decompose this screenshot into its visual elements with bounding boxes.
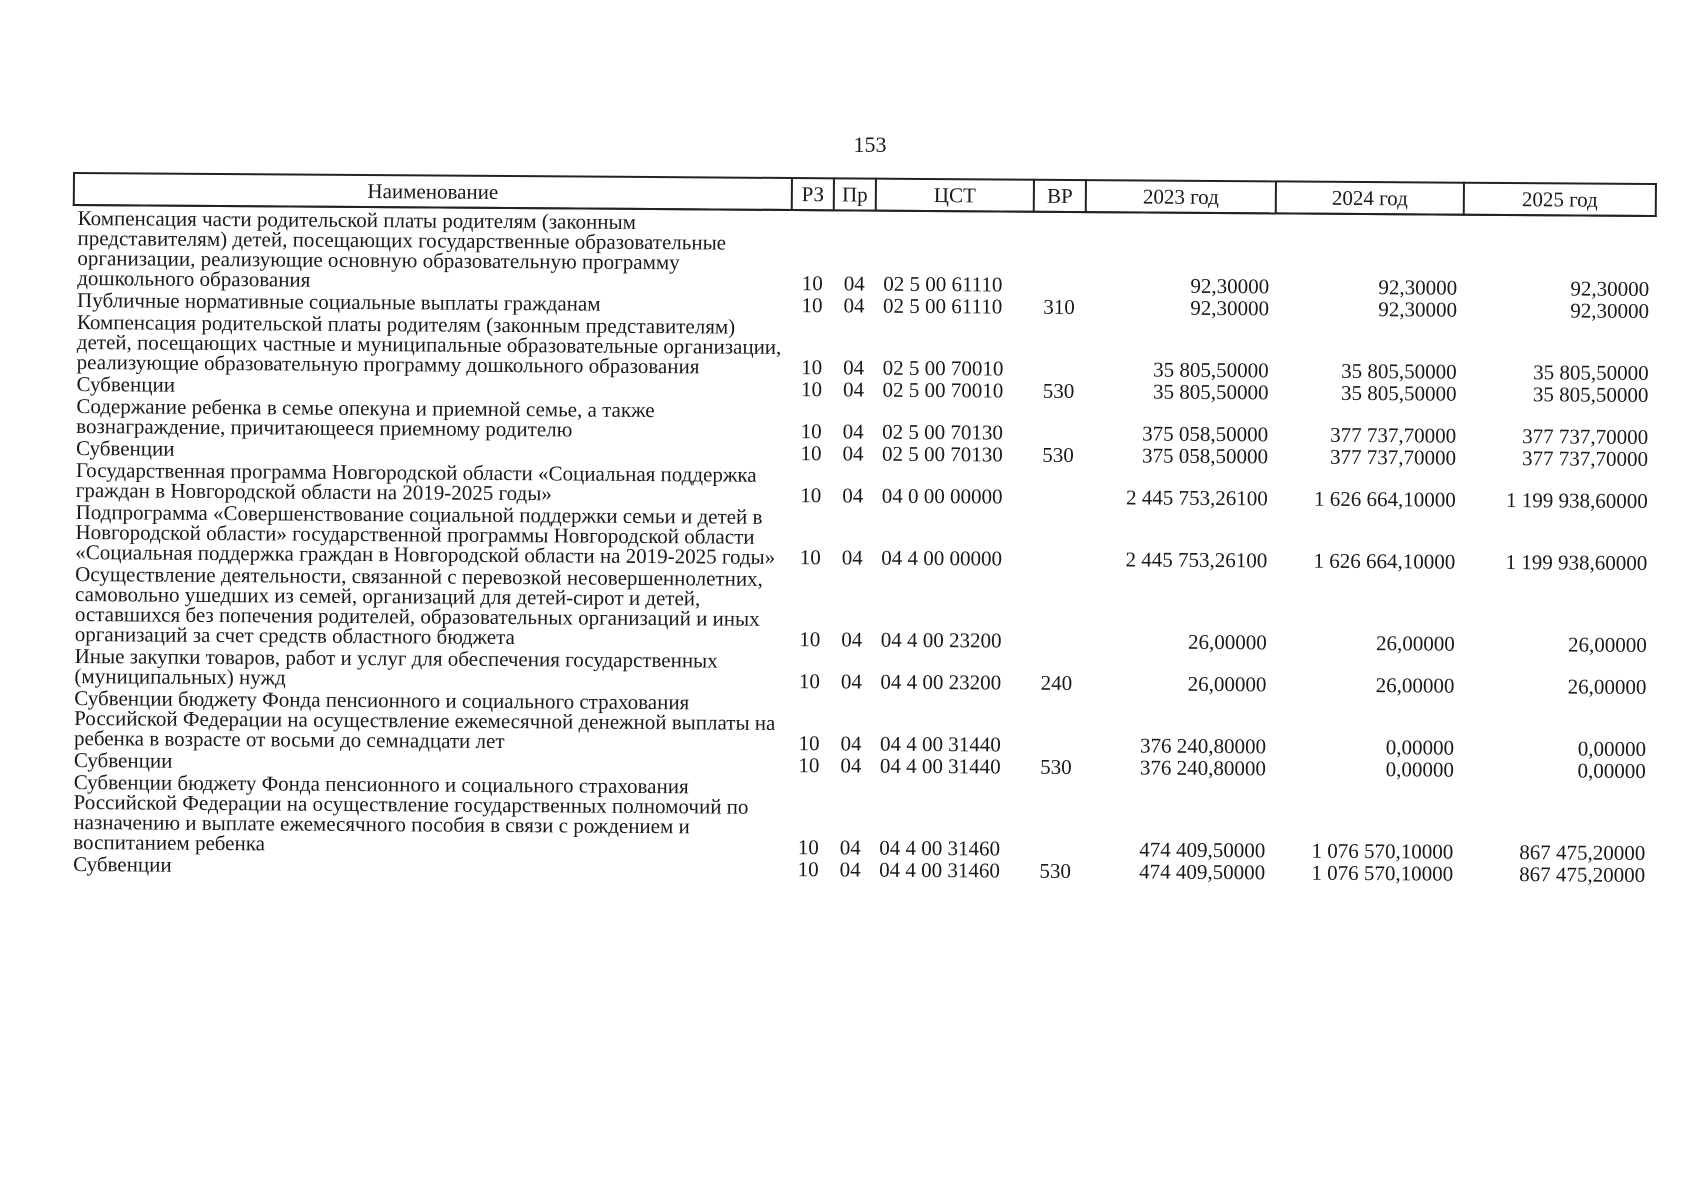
row-name: Публичные нормативные социальные выплаты гражданам bbox=[77, 288, 601, 316]
row-vr bbox=[1032, 465, 1084, 507]
row-cst: 04 4 00 00000 bbox=[881, 545, 1003, 571]
row-2023-amount: 26,00000 bbox=[1187, 629, 1267, 655]
header-name: Наименование bbox=[74, 173, 792, 210]
row-cst: 02 5 00 70130 bbox=[882, 419, 1004, 445]
row-2023-amount: 35 805,50000 bbox=[1153, 357, 1269, 383]
row-2023-amount: 2 445 753,26100 bbox=[1125, 547, 1268, 573]
row-name: Иные закупки товаров, работ и услуг для обеспечения государственных (муниципальных) нужд bbox=[74, 644, 718, 690]
row-rz: 10 bbox=[800, 419, 822, 444]
row-2025-amount: 0,00000 bbox=[1577, 758, 1646, 783]
row-vr bbox=[1029, 777, 1082, 859]
row-pr: 04 bbox=[839, 857, 861, 882]
row-pr: 04 bbox=[843, 293, 865, 318]
row-pr: 04 bbox=[842, 441, 864, 466]
table-row bbox=[71, 562, 1654, 655]
row-2023-amount: 92,30000 bbox=[1190, 273, 1270, 299]
row-rz: 10 bbox=[798, 731, 820, 756]
header-cst: ЦСТ bbox=[876, 179, 1034, 212]
row-name: Субвенции бюджету Фонда пенсионного и социального страхования Российской Федерации на осуществление государственных полномочий по назначению и выплате ежемесячного пособия в связи с рождением и воспитанием ребенка bbox=[73, 770, 749, 856]
row-2025-amount: 0,00000 bbox=[1577, 736, 1647, 761]
row-rz: 10 bbox=[800, 441, 822, 466]
page-number: 153 bbox=[853, 132, 887, 157]
table-row bbox=[73, 205, 1656, 299]
row-name: Содержание ребенка в семье опекуна и приемной семье, а также вознаграждение, причитающееся приемному родителю bbox=[76, 394, 655, 442]
row-2025-amount: 35 805,50000 bbox=[1532, 382, 1649, 408]
row-cst: 04 4 00 31460 bbox=[879, 835, 1001, 861]
row-vr: 530 bbox=[1042, 442, 1074, 467]
row-2023-amount: 375 058,50000 bbox=[1142, 421, 1269, 447]
row-2024-amount: 26,00000 bbox=[1375, 631, 1455, 656]
row-2024-amount: 92,30000 bbox=[1378, 275, 1458, 300]
row-2024-amount: 1 076 570,10000 bbox=[1311, 838, 1454, 864]
header-rz: РЗ bbox=[792, 178, 834, 210]
row-2024-amount: 0,00000 bbox=[1385, 757, 1454, 782]
row-cst: 02 5 00 70130 bbox=[881, 441, 1003, 467]
row-vr: 530 bbox=[1040, 754, 1072, 779]
row-rz: 10 bbox=[798, 753, 820, 778]
row-pr: 04 bbox=[841, 545, 863, 570]
row-rz: 10 bbox=[801, 355, 823, 380]
row-2025-amount: 1 199 938,60000 bbox=[1505, 488, 1648, 514]
row-vr bbox=[1033, 317, 1085, 379]
row-name: Осуществление деятельности, связанной с перевозкой несовершеннолетних, самовольно ушедших из семей, организаций для детей-сирот и детей, оставшихся без попечения родителей, образовательных организаций и иных организаций за счет средств областного бюджета bbox=[74, 562, 763, 650]
header-vr: ВР bbox=[1034, 180, 1086, 212]
row-vr bbox=[1033, 212, 1086, 295]
row-2023-amount: 375 058,50000 bbox=[1141, 443, 1269, 469]
header-2023: 2023 год bbox=[1086, 180, 1276, 213]
table-body bbox=[69, 205, 1656, 885]
row-vr bbox=[1031, 569, 1084, 651]
header-2025: 2025 год bbox=[1464, 183, 1656, 216]
row-2025-amount: 377 737,70000 bbox=[1521, 446, 1649, 472]
row-rz: 10 bbox=[801, 293, 823, 318]
row-pr: 04 bbox=[840, 731, 862, 756]
row-pr: 04 bbox=[840, 669, 863, 694]
row-2024-amount: 1 076 570,10000 bbox=[1311, 860, 1454, 886]
row-cst: 04 4 00 23200 bbox=[880, 669, 1002, 695]
row-cst: 04 4 00 23200 bbox=[880, 627, 1002, 653]
row-pr: 04 bbox=[842, 377, 865, 402]
row-2024-amount: 35 805,50000 bbox=[1340, 380, 1457, 406]
row-pr: 04 bbox=[839, 835, 861, 860]
table-row bbox=[69, 770, 1652, 863]
row-cst: 02 5 00 70010 bbox=[882, 355, 1004, 381]
row-2023-amount: 376 240,80000 bbox=[1139, 733, 1267, 759]
row-rz: 10 bbox=[797, 857, 819, 882]
row-2024-amount: 1 626 664,10000 bbox=[1313, 486, 1456, 512]
row-vr bbox=[1030, 693, 1082, 755]
row-name: Субвенции bbox=[73, 748, 173, 773]
header-2024: 2024 год bbox=[1276, 181, 1464, 214]
row-pr: 04 bbox=[842, 419, 864, 444]
row-name: Субвенции bbox=[75, 436, 175, 461]
row-2025-amount: 867 475,20000 bbox=[1519, 840, 1646, 865]
row-rz: 10 bbox=[798, 669, 821, 694]
row-name: Субвенции бюджету Фонда пенсионного и социального страхования Российской Федерации на осуществление ежемесячной денежной выплаты на ребенка в возрасте от восьми до семнадцати лет bbox=[73, 686, 776, 754]
row-rz: 10 bbox=[799, 627, 821, 652]
row-pr: 04 bbox=[843, 355, 865, 380]
row-rz: 10 bbox=[799, 545, 821, 570]
row-pr: 04 bbox=[843, 271, 865, 296]
header-pr: Пр bbox=[834, 178, 876, 210]
row-2024-amount: 0,00000 bbox=[1385, 735, 1455, 760]
row-rz: 10 bbox=[801, 271, 823, 296]
row-rz: 10 bbox=[800, 483, 822, 508]
row-2024-amount: 377 737,70000 bbox=[1330, 422, 1457, 448]
row-cst: 04 4 00 31460 bbox=[879, 857, 1000, 883]
row-2025-amount: 92,30000 bbox=[1570, 298, 1650, 324]
row-name: Подпрограмма «Совершенствование социальной поддержки семьи и детей в Новгородской области» государственной программы Новгородской области «Социальная поддержка граждан в Новгородской области на 2019-2025 годы» bbox=[75, 500, 776, 569]
row-vr: 530 bbox=[1042, 378, 1075, 403]
row-cst: 04 4 00 31440 bbox=[879, 753, 1001, 779]
row-2025-amount: 35 805,50000 bbox=[1533, 360, 1649, 386]
row-2025-amount: 26,00000 bbox=[1567, 632, 1647, 657]
row-2023-amount: 474 409,50000 bbox=[1139, 859, 1266, 885]
row-cst: 02 5 00 61110 bbox=[883, 271, 1003, 297]
row-2023-amount: 474 409,50000 bbox=[1139, 837, 1266, 863]
row-name: Государственная программа Новгородской области «Социальная поддержка граждан в Новгородской области на 2019-2025 годы» bbox=[75, 458, 757, 506]
row-2023-amount: 376 240,80000 bbox=[1139, 755, 1266, 781]
row-name: Субвенции bbox=[73, 852, 172, 877]
row-rz: 10 bbox=[797, 835, 819, 860]
row-2023-amount: 2 445 753,26100 bbox=[1125, 485, 1268, 511]
row-2025-amount: 26,00000 bbox=[1567, 674, 1647, 699]
row-2025-amount: 377 737,70000 bbox=[1522, 424, 1649, 450]
row-2024-amount: 1 626 664,10000 bbox=[1313, 548, 1456, 574]
row-vr: 530 bbox=[1039, 858, 1071, 883]
row-vr bbox=[1032, 401, 1084, 443]
row-pr: 04 bbox=[841, 627, 863, 652]
row-cst: 02 5 00 61110 bbox=[883, 293, 1003, 319]
row-2024-amount: 92,30000 bbox=[1378, 297, 1458, 322]
row-cst: 02 5 00 70010 bbox=[882, 377, 1004, 403]
row-2024-amount: 26,00000 bbox=[1375, 673, 1455, 698]
row-name: Компенсация части родительской платы родителям (законным представителям) детей, посещающих государственные образовательные организации, реализующие основную образовательную программу дошкольного образования bbox=[77, 206, 727, 292]
row-2025-amount: 92,30000 bbox=[1570, 276, 1650, 302]
row-2025-amount: 867 475,20000 bbox=[1519, 862, 1646, 887]
row-pr: 04 bbox=[842, 483, 864, 508]
row-2023-amount: 35 805,50000 bbox=[1152, 379, 1269, 405]
row-2024-amount: 377 737,70000 bbox=[1329, 444, 1457, 470]
row-vr bbox=[1031, 507, 1083, 569]
row-2023-amount: 26,00000 bbox=[1187, 671, 1267, 697]
row-pr: 04 bbox=[840, 753, 862, 778]
row-cst: 04 4 00 31440 bbox=[879, 731, 1001, 757]
row-2024-amount: 35 805,50000 bbox=[1341, 358, 1457, 384]
row-2023-amount: 92,30000 bbox=[1190, 295, 1270, 321]
row-vr: 240 bbox=[1040, 670, 1073, 695]
row-name: Субвенции bbox=[76, 372, 176, 397]
budget-table bbox=[68, 172, 1657, 885]
row-vr: 310 bbox=[1043, 294, 1075, 319]
row-rz: 10 bbox=[800, 377, 823, 402]
row-2025-amount: 1 199 938,60000 bbox=[1505, 550, 1648, 575]
row-cst: 04 0 00 00000 bbox=[881, 483, 1003, 509]
row-name: Компенсация родительской платы родителям (законным представителям) детей, посещающих частные и муниципальные образовательные организации, реализующие образовательную программу дошкольного образования bbox=[76, 310, 782, 379]
